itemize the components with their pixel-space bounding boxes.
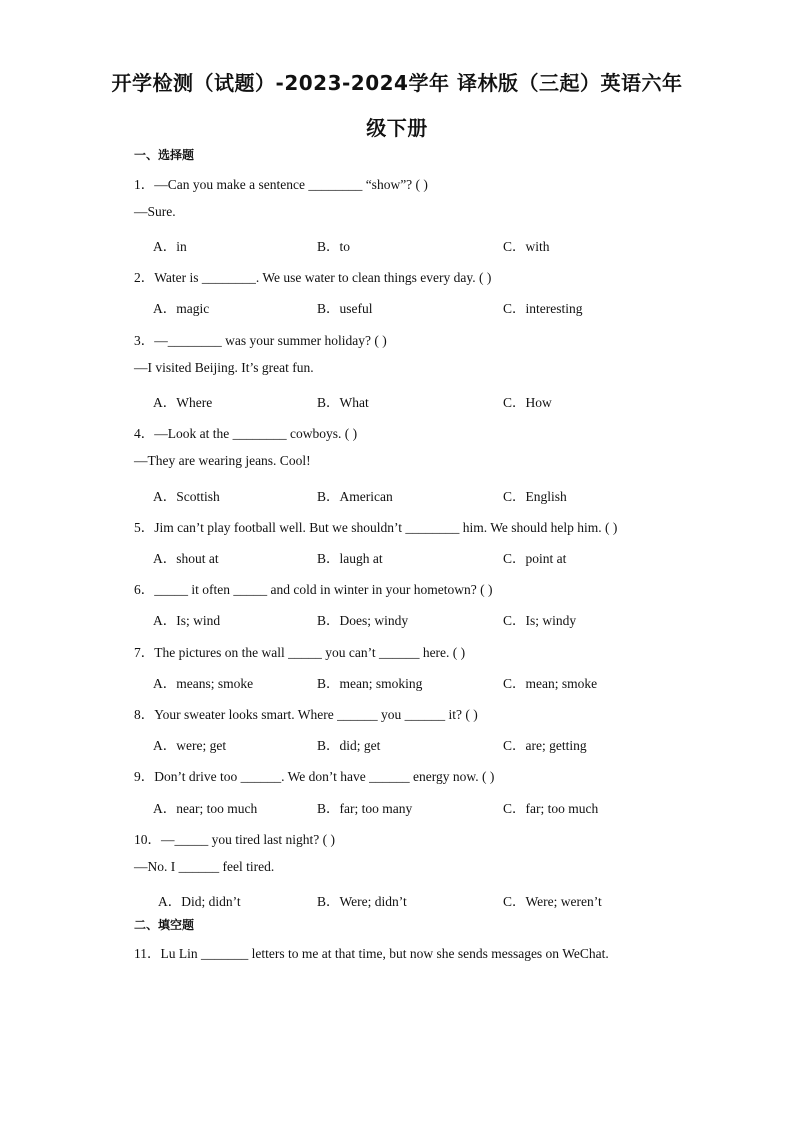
question-3-stem: 3．—________ was your summer holiday? ( ): [134, 333, 387, 348]
question-3-option-a: A．Where: [153, 395, 213, 410]
question-10-stem: 10．—_____ you tired last night? ( ): [134, 832, 335, 847]
question-6-option-c: C．Is; windy: [503, 613, 577, 628]
question-6-option-a: A．Is; wind: [153, 613, 221, 628]
question-8-option-b: B．did; get: [317, 738, 381, 753]
question-7-option-a: A．means; smoke: [153, 676, 254, 691]
question-3-reply: —I visited Beijing. It’s great fun.: [134, 360, 314, 375]
question-9-stem: 9．Don’t drive too ______. We don’t have ______ energy now. ( ): [134, 769, 495, 784]
question-5-stem: 5．Jim can’t play football well. But we shouldn’t ________ him. We should help him. ( ): [134, 520, 618, 535]
question-9-option-c: C．far; too much: [503, 801, 599, 816]
question-5-option-a: A．shout at: [153, 551, 219, 566]
question-8-option-a: A．were; get: [153, 738, 227, 753]
question-9-option-b: B．far; too many: [317, 801, 413, 816]
question-2-stem: 2．Water is ________. We use water to clean things every day. ( ): [134, 270, 492, 285]
question-1-reply: —Sure.: [134, 204, 176, 219]
question-1-option-b: B．to: [317, 239, 351, 254]
document-title-line-1: 开学检测（试题）-2023-2024学年 译林版（三起）英语六年: [111, 71, 683, 95]
question-5-option-c: C．point at: [503, 551, 567, 566]
question-10-option-b: B．Were; didn’t: [317, 894, 407, 909]
question-7-option-c: C．mean; smoke: [503, 676, 598, 691]
question-8-option-c: C．are; getting: [503, 738, 587, 753]
question-9-option-a: A．near; too much: [153, 801, 258, 816]
question-7-stem: 7．The pictures on the wall _____ you can’t ______ here. ( ): [134, 645, 466, 660]
question-6-stem: 6．_____ it often _____ and cold in winter in your hometown? ( ): [134, 582, 493, 597]
section-heading-choice: 一、选择题: [134, 148, 195, 162]
question-6-option-b: B．Does; windy: [317, 613, 409, 628]
question-3-option-c: C．How: [503, 395, 552, 410]
question-1-option-a: A．in: [153, 239, 187, 254]
question-1-stem: 1．—Can you make a sentence ________ “show”? ( ): [134, 177, 428, 192]
question-4-option-a: A．Scottish: [153, 489, 220, 504]
section-heading-fill: 二、填空题: [134, 918, 195, 932]
question-4-reply: —They are wearing jeans. Cool!: [134, 453, 311, 468]
question-2-option-c: C．interesting: [503, 301, 583, 316]
document-title-line-2: 级下册: [366, 116, 428, 140]
question-10-option-c: C．Were; weren’t: [503, 894, 602, 909]
question-11-stem: 11．Lu Lin _______ letters to me at that time, but now she sends messages on WeChat.: [134, 946, 609, 961]
question-10-option-a: A．Did; didn’t: [158, 894, 241, 909]
question-7-option-b: B．mean; smoking: [317, 676, 423, 691]
question-2-option-a: A．magic: [153, 301, 210, 316]
question-1-option-c: C．with: [503, 239, 550, 254]
question-4-option-b: B．American: [317, 489, 393, 504]
question-4-stem: 4．—Look at the ________ cowboys. ( ): [134, 426, 358, 441]
question-10-reply: —No. I ______ feel tired.: [134, 859, 275, 874]
question-2-option-b: B．useful: [317, 301, 373, 316]
question-8-stem: 8．Your sweater looks smart. Where ______ you ______ it? ( ): [134, 707, 478, 722]
question-4-option-c: C．English: [503, 489, 567, 504]
question-3-option-b: B．What: [317, 395, 369, 410]
question-5-option-b: B．laugh at: [317, 551, 383, 566]
